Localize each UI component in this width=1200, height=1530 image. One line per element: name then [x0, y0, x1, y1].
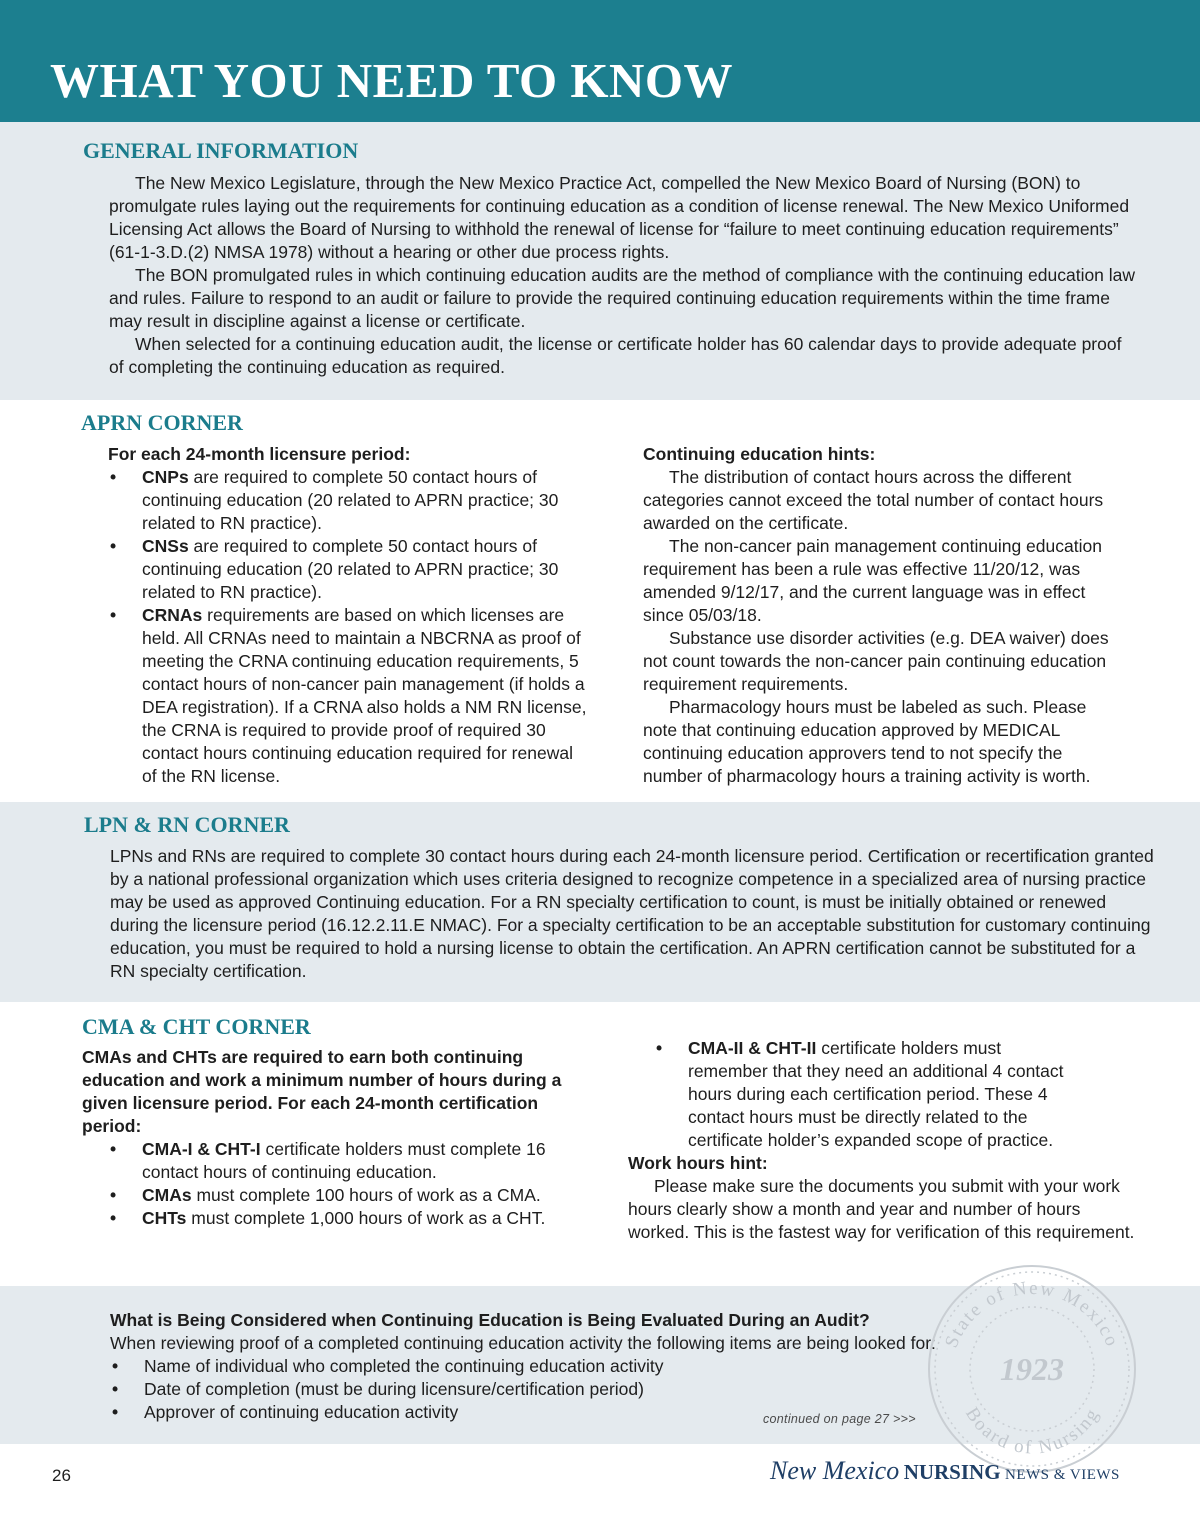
brand-nursing: NURSING [903, 1460, 1001, 1484]
aprn-right-column [643, 443, 1125, 788]
bullet-text: are required to complete 50 contact hours of continuing education (20 related to APRN practice; 30 related to RN practice). [142, 467, 559, 533]
general-paragraph: The New Mexico Legislature, through the New Mexico Practice Act, compelled the New Mexico Board of Nursing (BON) to promulgate rules laying out the requirements for continuing education as a condition of license renewal. The New Mexico Uniformed Licensing Act allows the Board of Nursing to withhold the renewal of license for “failure to meet continuing education requirements” (61-1-3.D.(2) NMSA 1978) without a hearing or other due process rights. [109, 173, 1130, 262]
aprn-title: APRN CORNER [81, 410, 243, 435]
page-number: 26 [52, 1466, 71, 1485]
bullet-text: certificate holders must complete 16 contact hours of continuing education. [142, 1139, 546, 1182]
list-item: • Date of completion (must be during licensure/certification period) [110, 1378, 1110, 1401]
cma-cht-left-column [82, 1046, 602, 1230]
bullet-bold: CMAs [142, 1185, 192, 1205]
aprn-left-heading: For each 24-month licensure period: [108, 444, 411, 464]
list-item [108, 466, 590, 535]
lpn-rn-paragraph: LPNs and RNs are required to complete 30 contact hours during each 24-month licensure period. Certification or recertification granted by a national professional organization which uses criteria designed to recognize competence in a specialized area of nursing practice may be used as approved Continuing education. For a RN specialty certification to count, is must be initially obtained or renewed during the licensure period (16.12.2.11.E NMAC). For a specialty certification to be an acceptable substitution for customary continuing education, you must be required to hold a nursing license to obtain the certification. An APRN certification cannot be substituted for a RN specialty certification. [110, 846, 1154, 981]
seal-top-text: State of New Mexico [941, 1277, 1123, 1351]
aprn-left-column [108, 443, 590, 788]
list-item [108, 1184, 602, 1207]
cma-cht-bullet-list [108, 1138, 602, 1230]
bullet-text: must complete 100 hours of work as a CMA. [191, 1185, 541, 1205]
cma-cht-intro: CMAs and CHTs are required to earn both continuing education and work a minimum number of hours during a given licensure period. For each 24-month certification period: [82, 1047, 562, 1136]
cma-cht-title: CMA & CHT CORNER [82, 1014, 311, 1039]
list-item [108, 1138, 602, 1184]
list-item: • Approver of continuing education activity [110, 1401, 1110, 1424]
bullet-bold: CNPs [142, 467, 189, 487]
bullet-bold: CHTs [142, 1208, 187, 1228]
aprn-bullet-list [108, 466, 590, 788]
board-seal-icon [925, 1262, 1140, 1477]
hint-paragraph: The non-cancer pain management continuing education requirement has been a rule was effective 11/20/12, was amended 9/12/17, and the current language was in effect since 05/03/18. [643, 536, 1102, 625]
aprn-right-heading: Continuing education hints: [643, 444, 876, 464]
hint-paragraph: Pharmacology hours must be labeled as such. Please note that continuing education approved by MEDICAL continuing education approvers tend to not specify the number of pharmacology hours a training activity is worth. [643, 697, 1091, 786]
brand-script: New Mexico [770, 1456, 900, 1485]
seal-year: 1923 [1000, 1351, 1064, 1387]
lpn-rn-title: LPN & RN CORNER [84, 812, 290, 837]
list-item [108, 604, 590, 788]
list-item [108, 535, 590, 604]
hint-paragraph: Substance use disorder activities (e.g. DEA waiver) does not count towards the non-cancer pain continuing education requirement requirements. [643, 628, 1109, 694]
general-info-body [109, 172, 1139, 379]
page-title: WHAT YOU NEED TO KNOW [50, 53, 734, 108]
bullet-text: certificate holders must remember that they need an additional 4 contact hours during each certification period. These 4 contact hours must be directly related to the certificate holder’s expanded scope of practice. [688, 1038, 1064, 1150]
brand-news-views: NEWS & VIEWS [1005, 1467, 1120, 1483]
header-banner [0, 0, 1200, 122]
general-paragraph: The BON promulgated rules in which continuing education audits are the method of compliance with the continuing education law and rules. Failure to respond to an audit or failure to provide the required continuing education requirements within the time frame may result in discipline against a license or certificate. [109, 265, 1136, 331]
list-item: • Name of individual who completed the continuing education activity [110, 1355, 1110, 1378]
bullet-text: requirements are based on which licenses are held. All CRNAs need to maintain a NBCRNA as proof of meeting the CRNA continuing education requirements, 5 contact hours of non-cancer pain management (if holds a DEA registration). If a CRNA also holds a NM RN license, the CRNA is required to provide proof of required 30 contact hours continuing education required for renewal of the RN license. [142, 605, 587, 786]
cma-cht-right-bullet-list [654, 1037, 1074, 1152]
work-hours-heading: Work hours hint: [628, 1153, 768, 1173]
audit-heading: What is Being Considered when Continuing Education is Being Evaluated During an Audit? [110, 1310, 870, 1330]
audit-intro: When reviewing proof of a completed continuing education activity the following items are being looked for: [110, 1333, 936, 1353]
bullet-bold: CRNAs [142, 605, 203, 625]
bullet-bold: CMA-I & CHT-I [142, 1139, 261, 1159]
list-item [108, 1207, 602, 1230]
bullet-bold: CMA-II & CHT-II [688, 1038, 817, 1058]
general-info-title: GENERAL INFORMATION [83, 138, 359, 163]
cma-cht-right-column [628, 1037, 1146, 1244]
continued-note: continued on page 27 >>> [763, 1412, 916, 1426]
work-hours-text: Please make sure the documents you submit with your work hours clearly show a month and year and number of hours worked. This is the fastest way for verification of this requirement. [628, 1176, 1135, 1242]
bullet-text: are required to complete 50 contact hours of continuing education (20 related to APRN practice; 30 related to RN practice). [142, 536, 559, 602]
seal-bottom-text: Board of Nursing [961, 1403, 1104, 1459]
hint-paragraph: The distribution of contact hours across the different categories cannot exceed the total number of contact hours awarded on the certificate. [643, 467, 1104, 533]
bullet-text: must complete 1,000 hours of work as a CHT. [186, 1208, 546, 1228]
lpn-rn-body [110, 845, 1155, 983]
publication-brand [770, 1456, 1120, 1486]
bullet-bold: CNSs [142, 536, 189, 556]
general-paragraph: When selected for a continuing education audit, the license or certificate holder has 60 calendar days to provide adequate proof of completing the continuing education as required. [109, 334, 1122, 377]
list-item [654, 1037, 1074, 1152]
